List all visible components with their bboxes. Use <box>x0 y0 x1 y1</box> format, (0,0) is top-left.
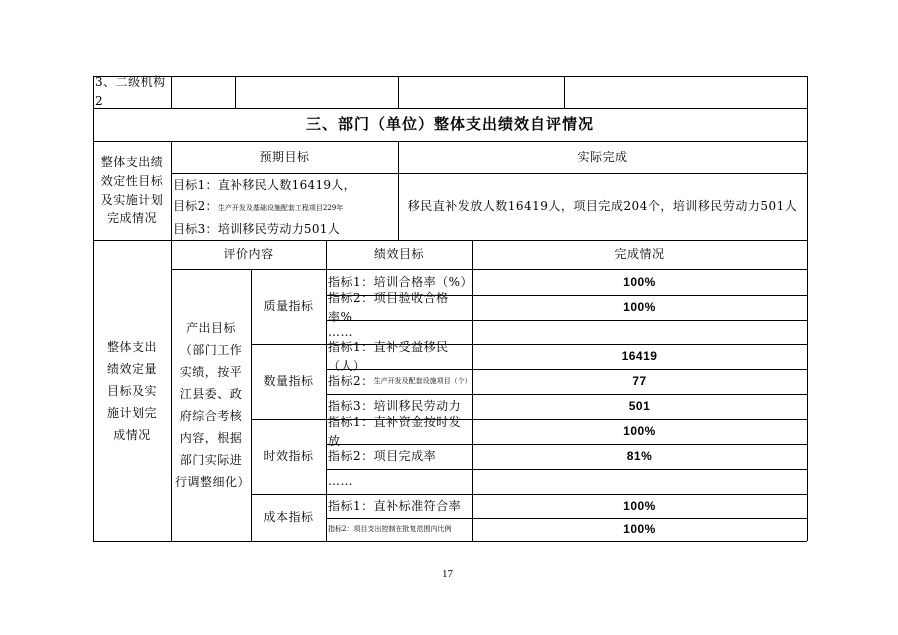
value-cell: 81% <box>626 449 653 464</box>
quantitative-label: 整体支出绩效定量目标及实施计划完成情况 <box>106 339 157 442</box>
group-timeliness: 时效指标 <box>263 449 314 464</box>
value-cell: 77 <box>632 374 647 389</box>
expected-goal-header: 预期目标 <box>259 149 310 164</box>
indicator-cell: 指标1：直补标准符合率 <box>328 498 462 513</box>
output-goal-label: 产出目标（部门工作实绩，按平江县委、政府综合考核内容，根据部门实际进行调整细化） <box>175 321 251 489</box>
value-cell: 100% <box>623 498 656 513</box>
value-cell: 100% <box>623 274 656 289</box>
qualitative-label: 整体支出绩效定性目标及实施计划完成情况 <box>100 155 164 226</box>
indicator-cell: 指标1：直补受益移民（人） <box>328 339 449 373</box>
group-quantity: 数量指标 <box>263 374 314 389</box>
value-cell: 100% <box>623 300 656 315</box>
goal-3: 目标3：培训移民劳动力501人 <box>173 222 341 236</box>
indicator-cell: …… <box>328 324 353 339</box>
value-cell <box>472 320 807 344</box>
expected-goals-list <box>173 175 397 239</box>
goal-1: 目标1：直补移民人数16419人， <box>173 178 356 192</box>
actual-completion-header: 实际完成 <box>577 149 628 164</box>
indicator-cell: 指标1：培训合格率（%） <box>328 274 474 289</box>
group-quality: 质量指标 <box>263 299 314 314</box>
evaluation-content-header: 评价内容 <box>223 247 274 262</box>
completion-status-header: 完成情况 <box>614 247 665 262</box>
value-cell: 16419 <box>621 349 658 364</box>
indicator-cell: 指标2：项目支出控制在批复范围内比例 <box>328 525 452 534</box>
group-cost: 成本指标 <box>263 510 314 525</box>
indicator-cell: 指标2：项目完成率 <box>328 449 437 464</box>
page-number: 17 <box>442 568 453 580</box>
indicator-cell: …… <box>328 474 353 489</box>
indicator-cell: 指标3：培训移民劳动力 <box>328 399 462 414</box>
value-cell: 100% <box>623 522 656 537</box>
row-label-secondary-org: 3、二级机构2 <box>95 75 166 108</box>
section-title: 三、部门（单位）整体支出绩效自评情况 <box>305 114 594 133</box>
goal-2: 目标2：生产开发及基础设施配套工程项目229年 <box>173 199 344 213</box>
value-cell <box>472 469 807 494</box>
value-cell: 501 <box>628 399 651 414</box>
actual-completion-text: 移民直补发放人数16419人，项目完成204个，培训移民劳动力501人 <box>407 199 798 214</box>
indicator-cell: 指标1：直补资金按时发放 <box>328 414 462 448</box>
performance-goal-header: 绩效目标 <box>373 247 424 262</box>
indicator-cell: 指标2：项目验收合格率% <box>328 290 449 324</box>
indicator-cell: 指标2： 生产开发及配套设施项目（个） <box>328 374 472 389</box>
value-cell: 100% <box>623 424 656 439</box>
